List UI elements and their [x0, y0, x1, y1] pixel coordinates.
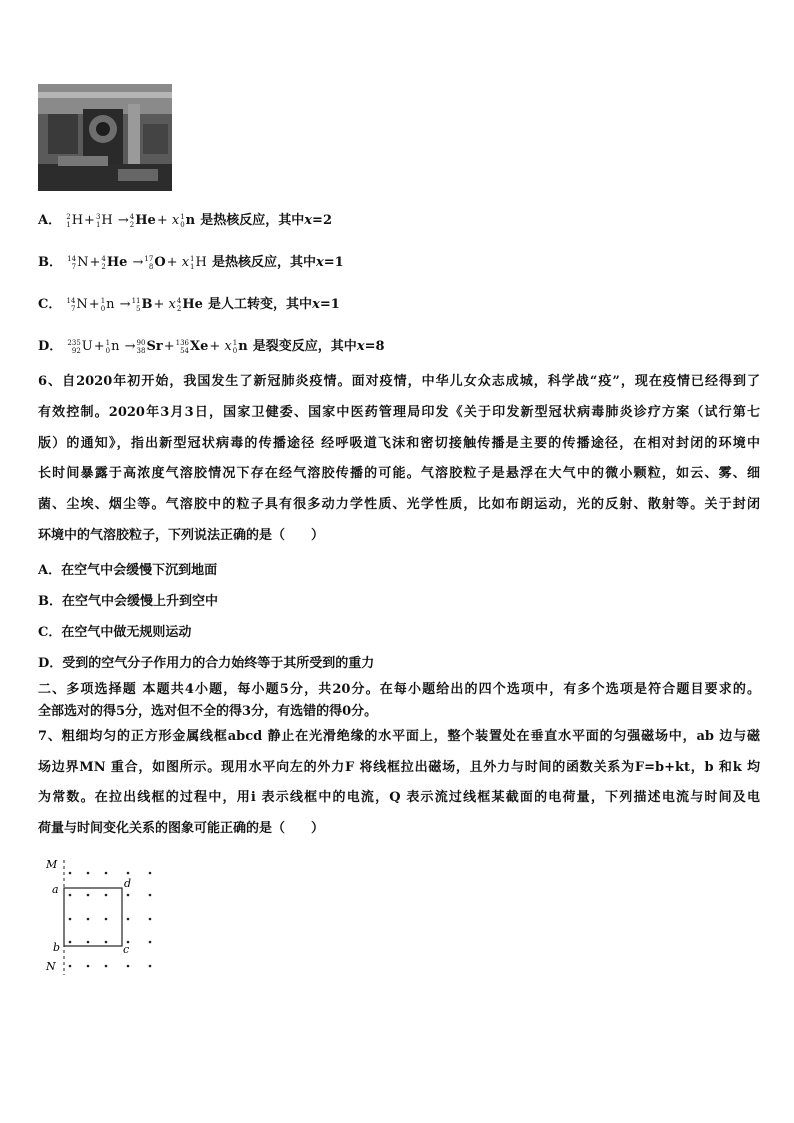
- q7-line: 7、粗细均匀的正方形金属线框abcd 静止在光滑绝缘的水平面上，整个装置处在垂直水平面的匀强磁场中，ab 边与磁: [38, 729, 760, 744]
- q7-line: 场边界MN 重合，如图所示。现用水平向左的外力F 将线框拉出磁场，且外力与时间的函数关系为F=b+kt，b 和k 均: [38, 759, 760, 775]
- nuclide-h3: 3 1 H: [95, 212, 113, 229]
- option-eq: =1: [323, 255, 344, 270]
- nuclide-h1: 1 1 H: [190, 254, 207, 271]
- nuclide-n: 1 0 n: [100, 296, 115, 313]
- q6-line: 长时间暴露于高浓度气溶胶情况下存在经气溶胶传播的可能。气溶胶粒子是悬浮在大气中的微小颗粒，如云、雾、细: [38, 466, 760, 482]
- nuclide-b11: 11 5 B: [131, 296, 153, 313]
- nuclide-n: 1 0 n: [180, 212, 196, 229]
- q6-line: 菌、尘埃、烟尘等。气溶胶中的粒子具有很多动力学性质、光学性质，比如布朗运动，光的反射、散射等。关于封闭: [38, 497, 760, 513]
- label-n: N: [46, 960, 56, 973]
- option-letter: C．: [38, 297, 62, 312]
- nuclide-h2: 2 1 H: [66, 212, 84, 229]
- option-text: 是热核反应，其中: [211, 255, 316, 270]
- nuclide-n: 1 0 n: [105, 338, 120, 355]
- field-dots: [69, 872, 152, 968]
- nuclide-he4: 4 2 He: [129, 212, 156, 229]
- wire-frame: [64, 888, 122, 946]
- question-7-stem: [38, 722, 760, 844]
- q6-choice-a[interactable]: A．在空气中会缓慢下沉到地面: [38, 563, 218, 578]
- q7-line: 荷量与时间变化关系的图象可能正确的是（ ）: [38, 820, 325, 836]
- magnetic-field-diagram: [40, 855, 170, 980]
- option-letter: D．: [38, 339, 63, 354]
- q7-line: 为常数。在拉出线框的过程中，用i 表示线框中的电流，Q 表示流过线框某截面的电荷量，下列描述电流与时间及电: [38, 790, 760, 805]
- nuclide-u235: 235 92 U: [67, 338, 93, 355]
- q6-choice-b[interactable]: B．在空气中会缓慢上升到空中: [38, 594, 218, 609]
- option-var: x: [316, 255, 324, 270]
- label-m: M: [46, 858, 58, 871]
- option-eq: =8: [364, 339, 385, 354]
- option-eq: =1: [319, 297, 340, 312]
- option-eq: =2: [312, 213, 332, 228]
- q6-choice-d[interactable]: D．受到的空气分子作用力的合力始终等于其所受到的重力: [38, 656, 375, 671]
- option-text: 是人工转变，其中: [208, 297, 313, 312]
- q6-line: 环境中的气溶胶粒子，下列说法正确的是（ ）: [38, 527, 325, 543]
- nuclide-n: 1 0 n: [232, 338, 248, 355]
- label-d: d: [124, 877, 132, 890]
- option-text: 是裂变反应，其中: [252, 339, 357, 354]
- option-a[interactable]: A． 2 1 H+ 3 1 H → 4 2 He+ x 1 0 n 是热核反应，其中x=2: [38, 212, 332, 229]
- option-var: x: [304, 213, 313, 228]
- option-d[interactable]: D． 235 92 U+ 1 0 n → 90 38 Sr+ 136 54 Xe+ x 1 0 n 是裂变反应，其中x=8: [38, 338, 385, 355]
- nuclide-o17: 17 8 O: [144, 254, 166, 271]
- nuclide-n14: 14 7 N: [66, 296, 88, 313]
- section-2-line: 全部选对的得5分，选对但不全的得3分，有选错的得0分。: [38, 704, 378, 719]
- option-letter: B．: [38, 255, 62, 270]
- option-c[interactable]: C． 14 7 N+ 1 0 n → 11 5 B+ x 4 2 He 是人工转变，其中x=1: [38, 296, 340, 313]
- nuclide-n14: 14 7 N: [67, 254, 89, 271]
- option-var: x: [312, 297, 320, 312]
- q6-line: 6、自2020年初开始，我国发生了新冠肺炎疫情。面对疫情，中华儿女众志成城，科学战“疫”，现在疫情已经得到了: [38, 374, 760, 389]
- label-c: c: [123, 943, 130, 956]
- section-2-header: [38, 679, 760, 723]
- q6-line: 有效控制。2020年3月3日，国家卫健委、国家中医药管理局印发《关于印发新型冠状病毒肺炎诊疗方案（试行第七: [38, 404, 760, 420]
- option-letter: A．: [38, 213, 62, 228]
- q6-choice-c[interactable]: C．在空气中做无规则运动: [38, 625, 192, 640]
- label-b: b: [53, 941, 61, 954]
- option-text: 是热核反应，其中: [200, 213, 305, 228]
- nuclide-xe136: 136 54 Xe: [175, 338, 209, 355]
- question-6-stem: [38, 367, 760, 552]
- section-2-line: 二、多项选择题 本题共4小题，每小题5分，共20分。在每小题给出的四个选项中，有多个选项是符合题目要求的。: [38, 682, 760, 697]
- option-var: x: [356, 339, 365, 354]
- reactor-lab-photo: [38, 84, 172, 191]
- nuclide-he4: 4 2 He: [176, 296, 203, 313]
- nuclide-he4: 4 2 He: [101, 254, 128, 271]
- label-a: a: [52, 883, 59, 896]
- q6-line: 版）的通知》，指出新型冠状病毒的传播途径 经呼吸道飞沫和密切接触传播是主要的传播途径，在相对封闭的环境中: [38, 435, 760, 451]
- option-b[interactable]: B． 14 7 N+ 4 2 He → 17 8 O+ x 1 1 H 是热核反应，其中x=1: [38, 254, 344, 271]
- nuclide-sr90: 90 38 Sr: [136, 338, 163, 355]
